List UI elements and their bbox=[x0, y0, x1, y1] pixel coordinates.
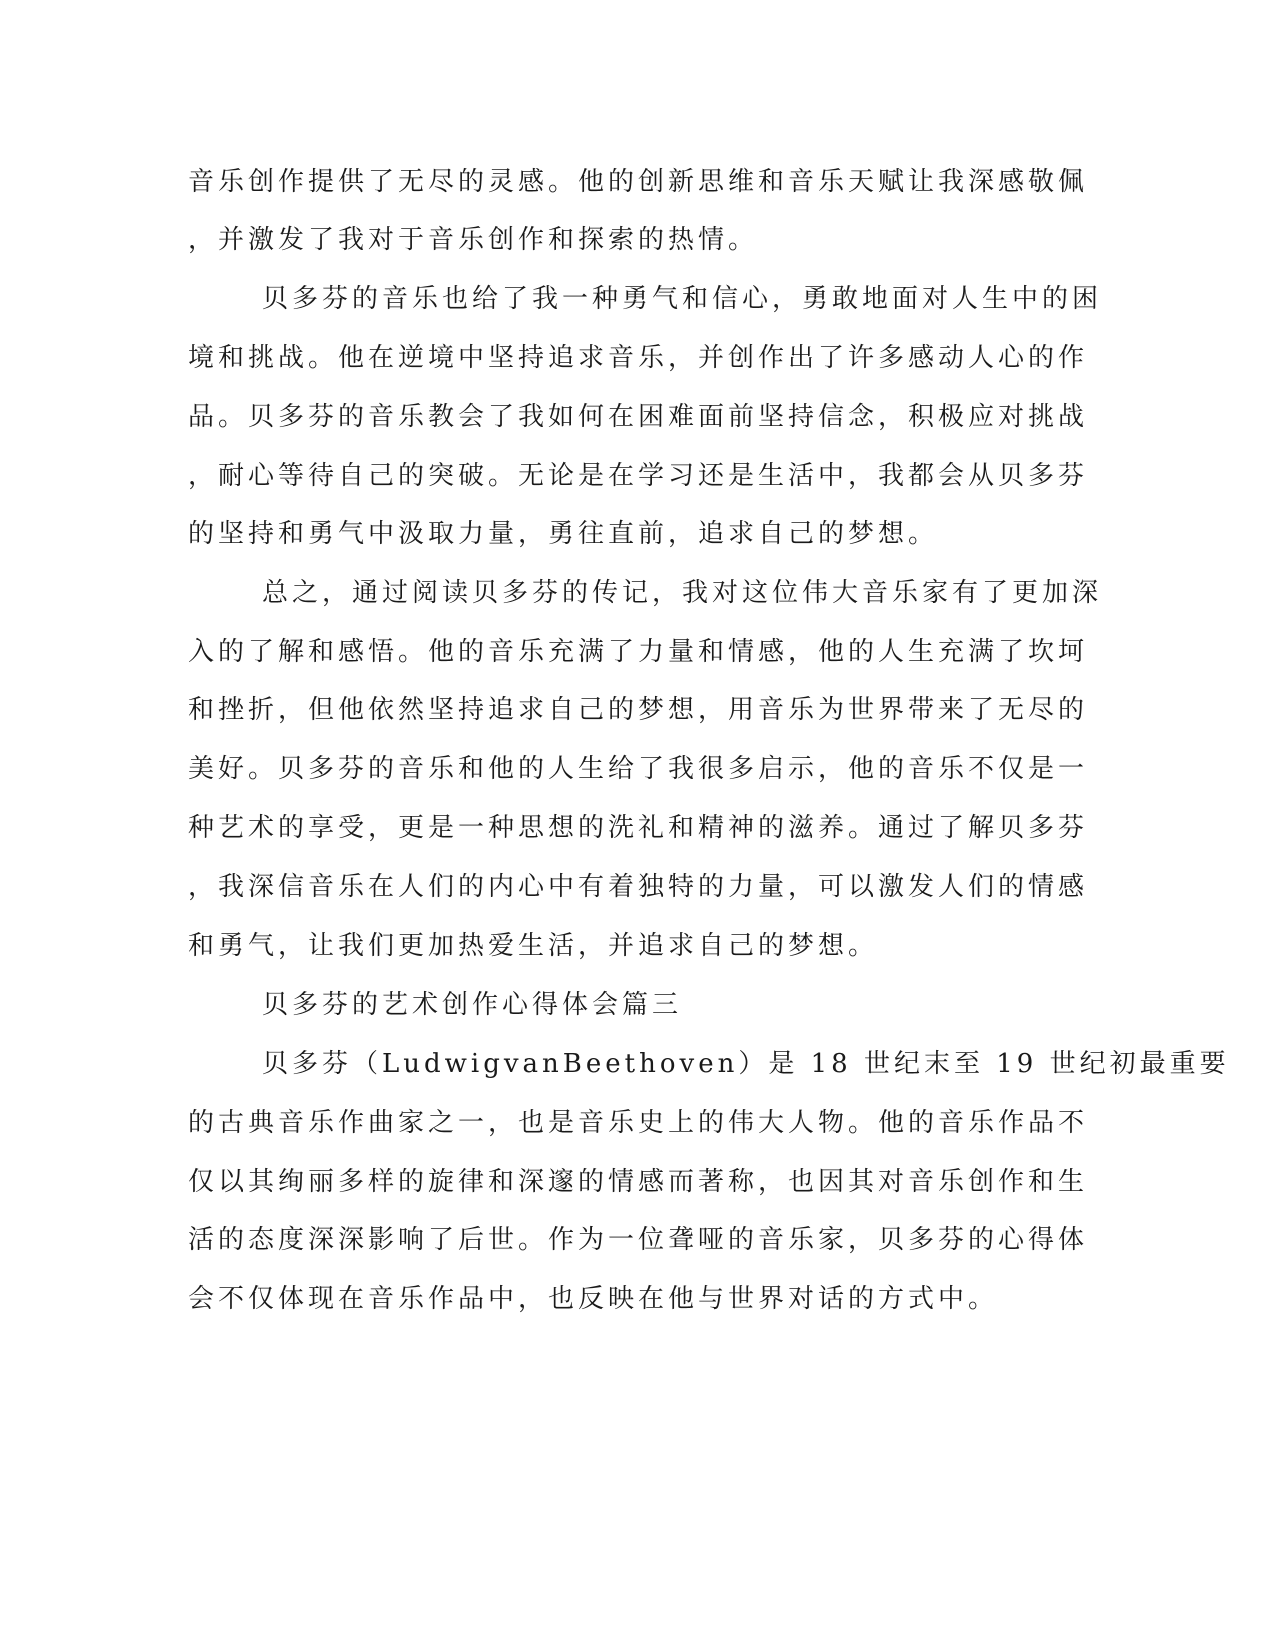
text-line: 美好。贝多芬的音乐和他的人生给了我很多启示，他的音乐不仅是一 bbox=[188, 754, 1089, 784]
text-line: 入的了解和感悟。他的音乐充满了力量和情感，他的人生充满了坎坷 bbox=[188, 637, 1089, 667]
text-line: 和挫折，但他依然坚持追求自己的梦想，用音乐为世界带来了无尽的 bbox=[188, 695, 1089, 725]
text-line: 仅以其绚丽多样的旋律和深邃的情感而著称，也因其对音乐创作和生 bbox=[188, 1167, 1089, 1197]
text-line: ，耐心等待自己的突破。无论是在学习还是生活中，我都会从贝多芬 bbox=[188, 461, 1089, 491]
text-line: 活的态度深深影响了后世。作为一位聋哑的音乐家，贝多芬的心得体 bbox=[188, 1225, 1089, 1255]
text-line: 种艺术的享受，更是一种思想的洗礼和精神的滋养。通过了解贝多芬 bbox=[188, 813, 1089, 843]
section-heading: 贝多芬的艺术创作心得体会篇三 bbox=[262, 990, 683, 1020]
text-line: 品。贝多芬的音乐教会了我如何在困难面前坚持信念，积极应对挑战 bbox=[188, 402, 1089, 432]
text-line: 贝多芬（LudwigvanBeethoven）是 18 世纪末至 19 世纪初最重要 bbox=[262, 1049, 1230, 1079]
text-line: 音乐创作提供了无尽的灵感。他的创新思维和音乐天赋让我深感敬佩 bbox=[188, 167, 1089, 197]
text-line: 境和挑战。他在逆境中坚持追求音乐，并创作出了许多感动人心的作 bbox=[188, 343, 1089, 373]
text-line: ，我深信音乐在人们的内心中有着独特的力量，可以激发人们的情感 bbox=[188, 872, 1089, 902]
text-line: 的坚持和勇气中汲取力量，勇往直前，追求自己的梦想。 bbox=[188, 519, 939, 549]
text-line: 的古典音乐作曲家之一，也是音乐史上的伟大人物。他的音乐作品不 bbox=[188, 1108, 1089, 1138]
text-line: 贝多芬的音乐也给了我一种勇气和信心，勇敢地面对人生中的困 bbox=[262, 284, 1103, 314]
text-line: 会不仅体现在音乐作品中，也反映在他与世界对话的方式中。 bbox=[188, 1284, 999, 1314]
text-line: ，并激发了我对于音乐创作和探索的热情。 bbox=[188, 225, 759, 255]
text-line: 和勇气，让我们更加热爱生活，并追求自己的梦想。 bbox=[188, 931, 879, 961]
text-line: 总之，通过阅读贝多芬的传记，我对这位伟大音乐家有了更加深 bbox=[262, 578, 1103, 608]
